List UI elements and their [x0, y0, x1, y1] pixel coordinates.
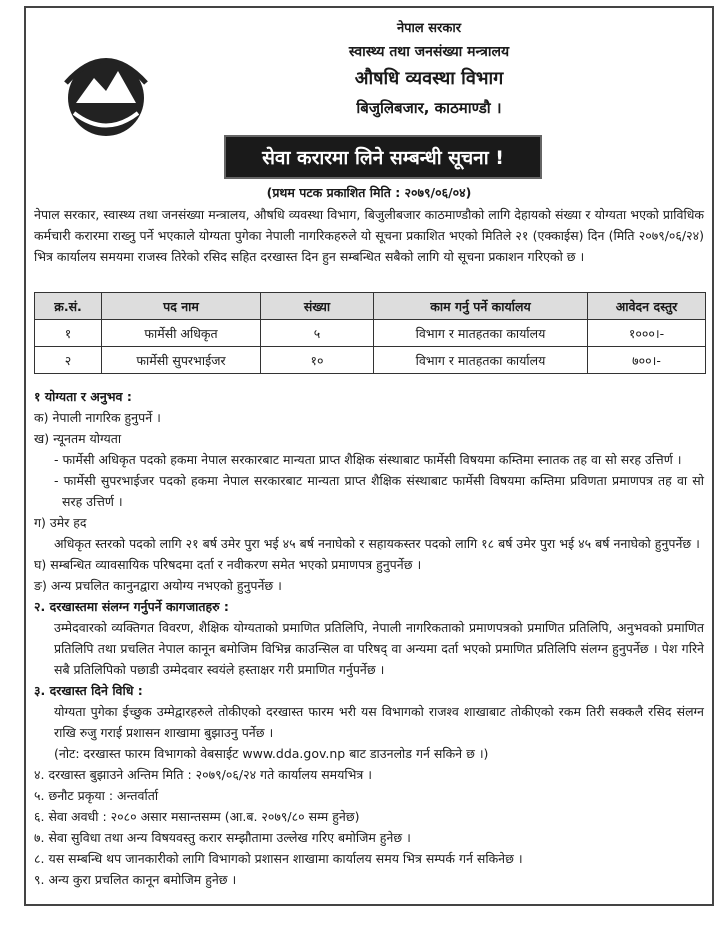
table-header-row [35, 293, 706, 320]
cell: फार्मेसी सुपरभाईजर [102, 347, 261, 374]
list-item: - फार्मेसी अधिकृत पदको हकमा नेपाल सरकारबाट मान्यता प्राप्त शैक्षिक संस्थाबाट फार्मेसी विषयमा कम्तिमा स्नातक तह वा सो सरह उत्तिर्ण । [54, 452, 682, 467]
section-3-note: (नोट: दरखास्त फारम विभागको वेबसाईट www.dda.gov.np बाट डाउनलोड गर्न सकिने छ ।) [54, 746, 489, 761]
list-item: ९. अन्य कुरा प्रचलित कानून बमोजिम हुनेछ । [34, 872, 237, 887]
cell: ७००।- [588, 347, 706, 374]
section-3-text: योग्यता पुगेका ईच्छुक उम्मेद्वारहरुले तोकीएको दरखास्त फारम भरी यस विभागको राजश्व शाखाबाट तोकीएको रकम तिरी सक्कलै रसिद संलग्न राखि रुजु गराई प्रशासन शाखामा बुझाउनु पर्नेछ । [54, 704, 704, 740]
col-header: संख्या [261, 293, 374, 320]
table-row [35, 347, 706, 374]
list-item: ग) उमेर हद [34, 515, 87, 530]
section-1-title: १ योग्यता र अनुभव : [34, 389, 132, 404]
cell: १०००।- [588, 320, 706, 347]
section-2-text: उम्मेदवारको व्यक्तिगत विवरण, शैक्षिक योग्यताको प्रमाणित प्रतिलिपि, नेपाली नागरिकताको प्रमाणपत्रको प्रमाणित प्रतिलिपि, अनुभवको प्रमाणित प्रतिलिपि तथा प्रचलित नेपाल कानून बमोजिम विभिन्न काउन्सिल वा परिषद् वा अन्यमा दर्ता भएको प्रमाणित प्रतिलिपि संलग्न हुनुपर्नेछ । पेश गरिने सबै प्रतिलिपिको पछाडी उम्मेदवार स्वयंले हस्ताक्षर गरी प्रमाणित गर्नुपर्नेछ । [54, 620, 704, 677]
list-item: - फार्मेसी सुपरभाईजर पदको हकमा नेपाल सरकारबाट मान्यता प्राप्त शैक्षिक संस्थाबाट फार्मेसी विषयमा कम्तिमा प्रविणता प्रमाणपत्र तह वा सो सरह उत्तिर्ण । [54, 473, 704, 509]
cell: फार्मेसी अधिकृत [102, 320, 261, 347]
list-item: ७. सेवा सुविधा तथा अन्य विषयवस्तु करार सम्झौतामा उल्लेख गरिए बमोजिम हुनेछ । [34, 830, 411, 845]
nepal-government-emblem-icon [56, 43, 156, 143]
cell: ५ [261, 320, 374, 347]
address: बिजुलिबजार, काठमाण्डौ । [356, 99, 502, 117]
list-item: ८. यस सम्बन्धि थप जानकारीको लागि विभागको प्रशासन शाखामा कार्यालय समय भित्र सम्पर्क गर्न सकिनेछ । [34, 851, 523, 866]
col-header: काम गर्नु पर्ने कार्यालय [374, 293, 588, 320]
list-item: ४. दरखास्त बुझाउने अन्तिम मिति : २०७९/०६/२४ गते कार्यालय समयभित्र । [34, 767, 373, 782]
col-header: आवेदन दस्तुर [588, 293, 706, 320]
notice-title: सेवा करारमा लिने सम्बन्धी सूचना ! [224, 135, 542, 179]
positions-table [34, 292, 706, 374]
list-item: ख) न्यूनतम योग्यता [34, 431, 122, 446]
table-row [35, 320, 706, 347]
notice-document [24, 6, 714, 906]
published-date: (प्रथम पटक प्रकाशित मिति : २०७९/०६/०४) [266, 185, 472, 200]
list-item: ५. छनौट प्रकृया : अन्तर्वार्ता [34, 788, 159, 803]
cell: २ [35, 347, 102, 374]
section-2-title: २. दरखास्तमा संलग्न गर्नुपर्ने कागजातहरु : [34, 599, 229, 614]
col-header: क्र.सं. [35, 293, 102, 320]
list-item: क) नेपाली नागरिक हुनुपर्ने । [34, 410, 161, 425]
cell: १ [35, 320, 102, 347]
header-line-1: नेपाल सरकार [396, 21, 462, 36]
department-name: औषधि व्यवस्था विभाग [354, 68, 504, 89]
section-3-title: ३. दरखास्त दिने विधि : [34, 683, 143, 698]
ministry-name: स्वास्थ्य तथा जनसंख्या मन्त्रालय [348, 44, 510, 60]
col-header: पद नाम [102, 293, 261, 320]
list-item: घ) सम्बन्धित व्यावसायिक परिषदमा दर्ता र नवीकरण समेत भएको प्रमाणपत्र हुनुपर्नेछ । [34, 557, 422, 572]
notice-body [34, 386, 704, 890]
cell: विभाग र मातहतका कार्यालय [374, 347, 588, 374]
list-item: ६. सेवा अवधी : २०८० असार मसान्तसम्म (आ.ब. २०७९/८० सम्म हुनेछ) [34, 809, 360, 824]
cell: विभाग र मातहतका कार्यालय [374, 320, 588, 347]
list-item: ङ) अन्य प्रचलित कानुनद्वारा अयोग्य नभएको हुनुपर्नेछ । [34, 578, 282, 593]
cell: १० [261, 347, 374, 374]
intro-paragraph: नेपाल सरकार, स्वास्थ्य तथा जनसंख्या मन्त्रालय, औषधि व्यवस्था विभाग, बिजुलीबजार काठमाण्डौको लागि देहायको संख्या र योग्यता भएको प्राविधिक कर्मचारी करारमा राख्नु पर्ने भएकाले योग्यता पुगेका नेपाली नागरिकहरुले यो सूचना प्रकाशित भएको मितिले २१ (एक्काईस) दिन (मिति २०७९/०६/२४) भित्र कार्यालय समयमा राजस्व तिरेको रसिद सहित दरखास्त दिन हुन सम्बन्धित सबैको लागि यो सूचना प्रकाशन गरिएको छ । [34, 207, 704, 264]
list-item: अधिकृत स्तरको पदको लागि २१ बर्ष उमेर पुरा भई ४५ बर्ष ननाघेको र सहायकस्तर पदको लागि १८ बर्ष उमेर पुरा भई ४५ बर्ष ननाघेको हुनुपर्नेछ । [54, 536, 700, 551]
